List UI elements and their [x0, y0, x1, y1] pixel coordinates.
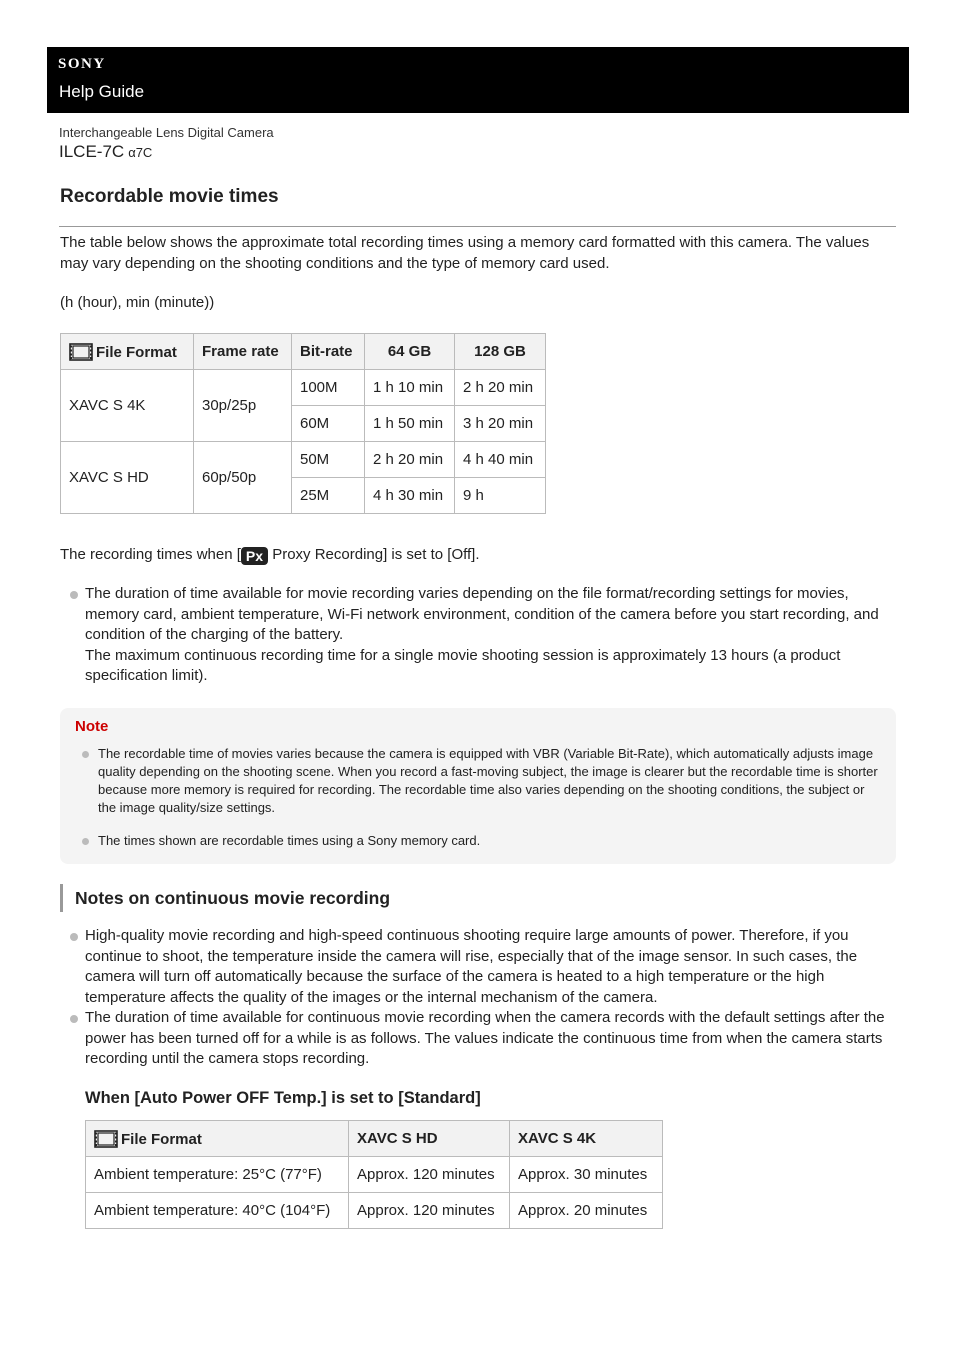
note-box — [60, 708, 896, 864]
cell-64gb: 1 h 50 min — [365, 406, 455, 442]
cell-frame-rate: 30p/25p — [194, 370, 292, 442]
proxy-px-icon: Px — [241, 547, 268, 565]
header-xavc-s-4k: XAVC S 4K — [510, 1121, 663, 1157]
bullet-text-continued: The maximum continuous recording time for a single movie shooting session is approximately 13 hours (a product specification limit). — [85, 646, 841, 684]
list-item — [82, 745, 882, 817]
proxy-note-after: Proxy Recording] is set to [Off]. — [268, 546, 480, 563]
movie-film-icon — [94, 1130, 118, 1148]
header-xavc-s-hd: XAVC S HD — [349, 1121, 510, 1157]
cell-64gb: 1 h 10 min — [365, 370, 455, 406]
cell-128gb: 4 h 40 min — [455, 442, 546, 478]
bullet-dot — [82, 751, 89, 758]
table-row — [86, 1193, 663, 1229]
bullet-dot — [70, 1015, 78, 1023]
title-divider — [59, 226, 896, 227]
intro-text: The table below shows the approximate total recording times using a memory card formatted with this camera. The values may vary depending on the shooting conditions and the type of memory card used. — [60, 234, 870, 272]
cell-ambient-temp: Ambient temperature: 25°C (77°F) — [86, 1157, 349, 1193]
cell-hd-time: Approx. 120 minutes — [349, 1157, 510, 1193]
cell-bitrate: 50M — [292, 442, 365, 478]
header-file-format-label: File Format — [96, 343, 177, 361]
movie-film-icon — [69, 343, 93, 361]
header-file-format-label: File Format — [121, 1130, 202, 1148]
note-title: Note — [75, 718, 109, 735]
units-text: (h (hour), min (minute)) — [60, 294, 215, 311]
cell-format: XAVC S HD — [61, 442, 194, 514]
sony-logo[interactable]: SONY — [58, 56, 106, 72]
list-item — [70, 584, 896, 687]
list-item — [70, 926, 896, 1008]
page-title: Recordable movie times — [60, 186, 279, 207]
table-row — [61, 442, 546, 478]
note-text: The recordable time of movies varies because the camera is equipped with VBR (Variable Bit-Rate), which automatically adjusts image quality depending on the shooting scene. When you record a fast-moving subject, the image is clearer but the recordable time is shorter because more memory is required for recording. The recordable time also varies depending on the shooting conditions, the subject or the image quality/size settings. — [98, 746, 878, 815]
bullet-text: The duration of time available for movie recording varies depending on the file format/recording settings for movies, memory card, ambient temperature, Wi-Fi network environment, condition of the camera before you start recording, and condition of the charging of the battery. — [85, 585, 879, 643]
section-heading: Notes on continuous movie recording — [60, 884, 575, 912]
table-row — [61, 370, 546, 406]
header-64gb: 64 GB — [365, 334, 455, 370]
note-text: The times shown are recordable times using a Sony memory card. — [98, 833, 481, 848]
bullet-dot — [70, 933, 78, 941]
bullet-text: The duration of time available for continuous movie recording when the camera records with the default settings after the power has been turned off for a while is as follows. The values indicate the continuous time from when the camera starts recording until the camera stops recording. — [85, 1009, 885, 1067]
header-128gb: 128 GB — [455, 334, 546, 370]
table-header-row — [61, 334, 546, 370]
bullet-dot — [70, 591, 78, 599]
table-row — [86, 1157, 663, 1193]
cell-bitrate: 25M — [292, 478, 365, 514]
cell-format: XAVC S 4K — [61, 370, 194, 442]
recordable-times-table — [60, 333, 546, 514]
header-file-format — [61, 334, 194, 370]
proxy-recording-note — [60, 544, 480, 565]
duration-bullet-list — [70, 584, 896, 687]
proxy-note-before: The recording times when [ — [60, 546, 241, 563]
site-header — [47, 47, 909, 113]
cell-128gb: 3 h 20 min — [455, 406, 546, 442]
header-bit-rate: Bit-rate — [292, 334, 365, 370]
cell-128gb: 2 h 20 min — [455, 370, 546, 406]
cell-4k-time: Approx. 30 minutes — [510, 1157, 663, 1193]
cell-4k-time: Approx. 20 minutes — [510, 1193, 663, 1229]
model-number: ILCE-7C — [59, 142, 125, 161]
bullet-dot — [82, 838, 89, 845]
cell-64gb: 4 h 30 min — [365, 478, 455, 514]
product-type: Interchangeable Lens Digital Camera — [59, 125, 274, 140]
table-header-row — [86, 1121, 663, 1157]
cell-ambient-temp: Ambient temperature: 40°C (104°F) — [86, 1193, 349, 1229]
help-guide-title[interactable]: Help Guide — [59, 82, 145, 101]
list-item — [70, 1008, 896, 1070]
note-list — [82, 745, 882, 817]
note-list-2 — [82, 832, 882, 850]
cell-hd-time: Approx. 120 minutes — [349, 1193, 510, 1229]
cell-bitrate: 60M — [292, 406, 365, 442]
product-model — [59, 142, 152, 162]
model-name: α7C — [128, 145, 153, 160]
cell-128gb: 9 h — [455, 478, 546, 514]
continuous-recording-table — [85, 1120, 663, 1229]
header-file-format — [86, 1121, 349, 1157]
list-item — [82, 832, 882, 850]
bullet-text: High-quality movie recording and high-speed continuous shooting require large amounts of power. Therefore, if you continue to shoot, the temperature inside the camera will rise, especially that of the image sensor. In such cases, the camera will turn off automatically because the surface of the camera is heated to a high temperature or the high temperature affects the quality of the images or the internal mechanism of the camera. — [85, 927, 858, 1006]
header-frame-rate: Frame rate — [194, 334, 292, 370]
cell-64gb: 2 h 20 min — [365, 442, 455, 478]
subheading-auto-power-off: When [Auto Power OFF Temp.] is set to [Standard] — [85, 1089, 481, 1107]
cell-bitrate: 100M — [292, 370, 365, 406]
cell-frame-rate: 60p/50p — [194, 442, 292, 514]
continuous-recording-list — [70, 926, 896, 1070]
